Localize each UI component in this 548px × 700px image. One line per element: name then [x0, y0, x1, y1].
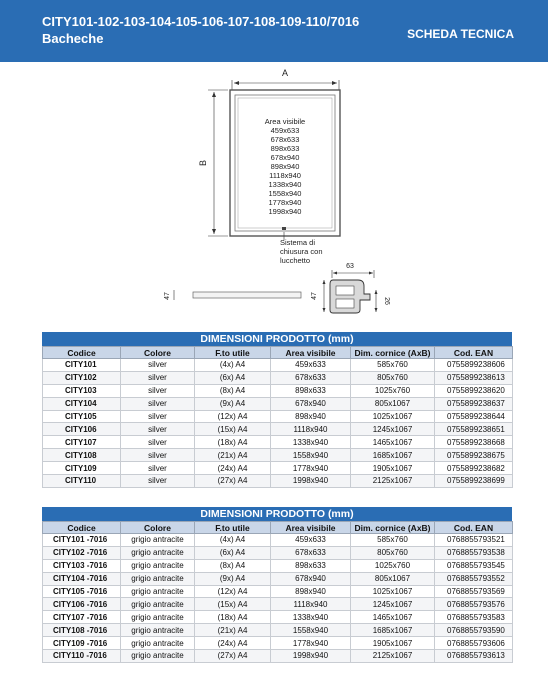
- column-header: Dim. cornice (AxB): [351, 522, 435, 534]
- product-color: grigio antracite: [121, 598, 195, 611]
- product-color: silver: [121, 462, 195, 475]
- product-color: silver: [121, 371, 195, 384]
- table-row: [43, 598, 513, 611]
- frame-dimensions: 805x760: [351, 546, 435, 559]
- ean-code: 0755899238613: [435, 371, 513, 384]
- ean-code: 0755899238682: [435, 462, 513, 475]
- product-code: CITY110 -7016: [43, 650, 121, 663]
- frame-dimensions: 805x1067: [351, 572, 435, 585]
- useful-format: (4x) A4: [195, 359, 271, 372]
- useful-format: (24x) A4: [195, 637, 271, 650]
- ean-code: 0768855793538: [435, 546, 513, 559]
- visible-area: 678x633: [271, 371, 351, 384]
- product-color: grigio antracite: [121, 624, 195, 637]
- visible-area: 1778x940: [271, 462, 351, 475]
- frame-dimensions: 585x760: [351, 359, 435, 372]
- useful-format: (15x) A4: [195, 598, 271, 611]
- ean-code: 0755899238606: [435, 359, 513, 372]
- product-table-anthracite: [42, 507, 512, 663]
- frame-dimensions: 1025x1067: [351, 410, 435, 423]
- useful-format: (27x) A4: [195, 475, 271, 488]
- document-subtitle: Bacheche: [42, 31, 104, 46]
- visible-area-size: 678x940: [270, 153, 300, 162]
- visible-area: 459x633: [271, 534, 351, 547]
- product-code: CITY104 -7016: [43, 572, 121, 585]
- useful-format: (21x) A4: [195, 449, 271, 462]
- document-title: CITY101-102-103-104-105-106-107-108-109-110/7016: [42, 14, 360, 29]
- table-header-row: [43, 522, 513, 534]
- dimensions-table: [42, 346, 513, 488]
- visible-area: 1558x940: [271, 449, 351, 462]
- table-row: [43, 384, 513, 397]
- table-header-row: [43, 347, 513, 359]
- table-row: [43, 423, 513, 436]
- product-code: CITY108: [43, 449, 121, 462]
- visible-area: 1338x940: [271, 611, 351, 624]
- table-row: [43, 410, 513, 423]
- ean-code: 0755899238675: [435, 449, 513, 462]
- ean-code: 0768855793569: [435, 585, 513, 598]
- dimension-47-left: 47: [164, 292, 171, 300]
- visible-area-sizes: [269, 126, 302, 216]
- product-color: grigio antracite: [121, 637, 195, 650]
- useful-format: (18x) A4: [195, 611, 271, 624]
- visible-area: 1998x940: [271, 475, 351, 488]
- frame-dimensions: 1685x1067: [351, 449, 435, 462]
- frame-dimensions: 1245x1067: [351, 423, 435, 436]
- product-color: silver: [121, 410, 195, 423]
- useful-format: (4x) A4: [195, 534, 271, 547]
- product-code: CITY105: [43, 410, 121, 423]
- frame-dimensions: 1025x760: [351, 559, 435, 572]
- visible-area: 678x940: [271, 397, 351, 410]
- column-header: Colore: [121, 347, 195, 359]
- useful-format: (12x) A4: [195, 410, 271, 423]
- table-row: [43, 572, 513, 585]
- column-header: F.to utile: [195, 347, 271, 359]
- table-row: [43, 449, 513, 462]
- ean-code: 0755899238651: [435, 423, 513, 436]
- visible-area: 898x940: [271, 585, 351, 598]
- visible-area: 898x633: [271, 559, 351, 572]
- visible-area-size: 1338x940: [268, 180, 302, 189]
- frame-dimensions: 1465x1067: [351, 611, 435, 624]
- table-title: DIMENSIONI PRODOTTO (mm): [42, 332, 512, 346]
- visible-area-size: 898x940: [270, 162, 300, 171]
- column-header: Area visibile: [271, 522, 351, 534]
- visible-area: 459x633: [271, 359, 351, 372]
- frame-dimensions: 1905x1067: [351, 462, 435, 475]
- product-code: CITY102 -7016: [43, 546, 121, 559]
- useful-format: (21x) A4: [195, 624, 271, 637]
- visible-area: 898x633: [271, 384, 351, 397]
- table-row: [43, 559, 513, 572]
- dimension-a-label: A: [281, 68, 289, 78]
- product-code: CITY109 -7016: [43, 637, 121, 650]
- dimension-26: 26: [383, 297, 390, 305]
- visible-area-size: 459x633: [270, 126, 300, 135]
- ean-code: 0768855793583: [435, 611, 513, 624]
- useful-format: (8x) A4: [195, 559, 271, 572]
- frame-dimensions: 2125x1067: [351, 475, 435, 488]
- useful-format: (9x) A4: [195, 572, 271, 585]
- useful-format: (15x) A4: [195, 423, 271, 436]
- ean-code: 0768855793590: [435, 624, 513, 637]
- table-row: [43, 436, 513, 449]
- frame-dimensions: 805x760: [351, 371, 435, 384]
- table-row: [43, 650, 513, 663]
- visible-area-title: Area visibile: [264, 117, 306, 126]
- lock-callout: [280, 227, 323, 265]
- product-code: CITY101 -7016: [43, 534, 121, 547]
- ean-code: 0768855793576: [435, 598, 513, 611]
- table-row: [43, 475, 513, 488]
- column-header: Colore: [121, 522, 195, 534]
- product-code: CITY102: [43, 371, 121, 384]
- product-color: grigio antracite: [121, 611, 195, 624]
- useful-format: (9x) A4: [195, 397, 271, 410]
- visible-area: 1118x940: [271, 598, 351, 611]
- useful-format: (6x) A4: [195, 546, 271, 559]
- useful-format: (12x) A4: [195, 585, 271, 598]
- product-color: silver: [121, 436, 195, 449]
- column-header: Codice: [43, 347, 121, 359]
- product-color: silver: [121, 384, 195, 397]
- frame-dimensions: 1905x1067: [351, 637, 435, 650]
- product-code: CITY110: [43, 475, 121, 488]
- frame-dimensions: 585x760: [351, 534, 435, 547]
- lock-note-line: lucchetto: [280, 256, 311, 265]
- useful-format: (18x) A4: [195, 436, 271, 449]
- table-row: [43, 585, 513, 598]
- ean-code: 0755899238668: [435, 436, 513, 449]
- product-color: silver: [121, 359, 195, 372]
- visible-area-size: 1118x940: [269, 171, 301, 180]
- table-row: [43, 397, 513, 410]
- product-color: grigio antracite: [121, 585, 195, 598]
- ean-code: 0755899238637: [435, 397, 513, 410]
- frame-dimensions: 2125x1067: [351, 650, 435, 663]
- visible-area: 1998x940: [271, 650, 351, 663]
- ean-code: 0768855793606: [435, 637, 513, 650]
- ean-code: 0768855793613: [435, 650, 513, 663]
- column-header: Dim. cornice (AxB): [351, 347, 435, 359]
- product-code: CITY107: [43, 436, 121, 449]
- lock-note-line: chiusura con: [280, 247, 323, 256]
- product-color: grigio antracite: [121, 650, 195, 663]
- product-code: CITY108 -7016: [43, 624, 121, 637]
- visible-area-size: 678x633: [270, 135, 300, 144]
- dimension-63: 63: [346, 263, 354, 270]
- product-color: silver: [121, 397, 195, 410]
- visible-area: 1338x940: [271, 436, 351, 449]
- lock-note-line: Sistema di: [280, 238, 316, 247]
- table-row: [43, 624, 513, 637]
- column-header: Codice: [43, 522, 121, 534]
- dimension-b: [198, 90, 228, 236]
- ean-code: 0755899238699: [435, 475, 513, 488]
- dimension-a: [232, 68, 339, 90]
- table-row: [43, 371, 513, 384]
- product-color: grigio antracite: [121, 559, 195, 572]
- ean-code: 0768855793552: [435, 572, 513, 585]
- frame-dimensions: 1465x1067: [351, 436, 435, 449]
- table-row: [43, 637, 513, 650]
- visible-area-size: 1558x940: [268, 189, 302, 198]
- side-profile: [164, 290, 301, 300]
- ean-code: 0755899238644: [435, 410, 513, 423]
- ean-code: 0768855793521: [435, 534, 513, 547]
- frame-dimensions: 805x1067: [351, 397, 435, 410]
- frame-dimensions: 1245x1067: [351, 598, 435, 611]
- ean-code: 0755899238620: [435, 384, 513, 397]
- visible-area-size: 1778x940: [268, 198, 302, 207]
- document-type-label: SCHEDA TECNICA: [407, 27, 514, 41]
- product-color: grigio antracite: [121, 572, 195, 585]
- frame-dimensions: 1685x1067: [351, 624, 435, 637]
- product-code: CITY101: [43, 359, 121, 372]
- product-color: silver: [121, 475, 195, 488]
- product-code: CITY103: [43, 384, 121, 397]
- useful-format: (6x) A4: [195, 371, 271, 384]
- product-code: CITY105 -7016: [43, 585, 121, 598]
- product-color: grigio antracite: [121, 546, 195, 559]
- product-table-silver: [42, 332, 512, 488]
- product-color: grigio antracite: [121, 534, 195, 547]
- table-row: [43, 611, 513, 624]
- table-row: [43, 462, 513, 475]
- technical-drawing: [0, 62, 548, 332]
- column-header: Area visibile: [271, 347, 351, 359]
- table-title: DIMENSIONI PRODOTTO (mm): [42, 507, 512, 521]
- column-header: Cod. EAN: [435, 522, 513, 534]
- useful-format: (8x) A4: [195, 384, 271, 397]
- visible-area: 678x633: [271, 546, 351, 559]
- table-row: [43, 546, 513, 559]
- visible-area: 678x940: [271, 572, 351, 585]
- visible-area: 898x940: [271, 410, 351, 423]
- page-header: [0, 0, 548, 62]
- product-code: CITY107 -7016: [43, 611, 121, 624]
- product-color: silver: [121, 423, 195, 436]
- cross-section-profile: [311, 263, 390, 313]
- visible-area-size: 898x633: [270, 144, 300, 153]
- product-code: CITY106 -7016: [43, 598, 121, 611]
- dimension-b-label: B: [198, 159, 208, 167]
- visible-area-size: 1998x940: [268, 207, 302, 216]
- visible-area: 1778x940: [271, 637, 351, 650]
- table-row: [43, 359, 513, 372]
- product-code: CITY106: [43, 423, 121, 436]
- column-header: Cod. EAN: [435, 347, 513, 359]
- visible-area: 1118x940: [271, 423, 351, 436]
- frame-dimensions: 1025x760: [351, 384, 435, 397]
- product-color: silver: [121, 449, 195, 462]
- useful-format: (27x) A4: [195, 650, 271, 663]
- table-row: [43, 534, 513, 547]
- dimension-47-right: 47: [311, 292, 318, 300]
- product-code: CITY109: [43, 462, 121, 475]
- lock-icon: [282, 227, 286, 230]
- column-header: F.to utile: [195, 522, 271, 534]
- ean-code: 0768855793545: [435, 559, 513, 572]
- frame-dimensions: 1025x1067: [351, 585, 435, 598]
- visible-area: 1558x940: [271, 624, 351, 637]
- dimensions-table: [42, 521, 513, 663]
- product-code: CITY104: [43, 397, 121, 410]
- useful-format: (24x) A4: [195, 462, 271, 475]
- product-code: CITY103 -7016: [43, 559, 121, 572]
